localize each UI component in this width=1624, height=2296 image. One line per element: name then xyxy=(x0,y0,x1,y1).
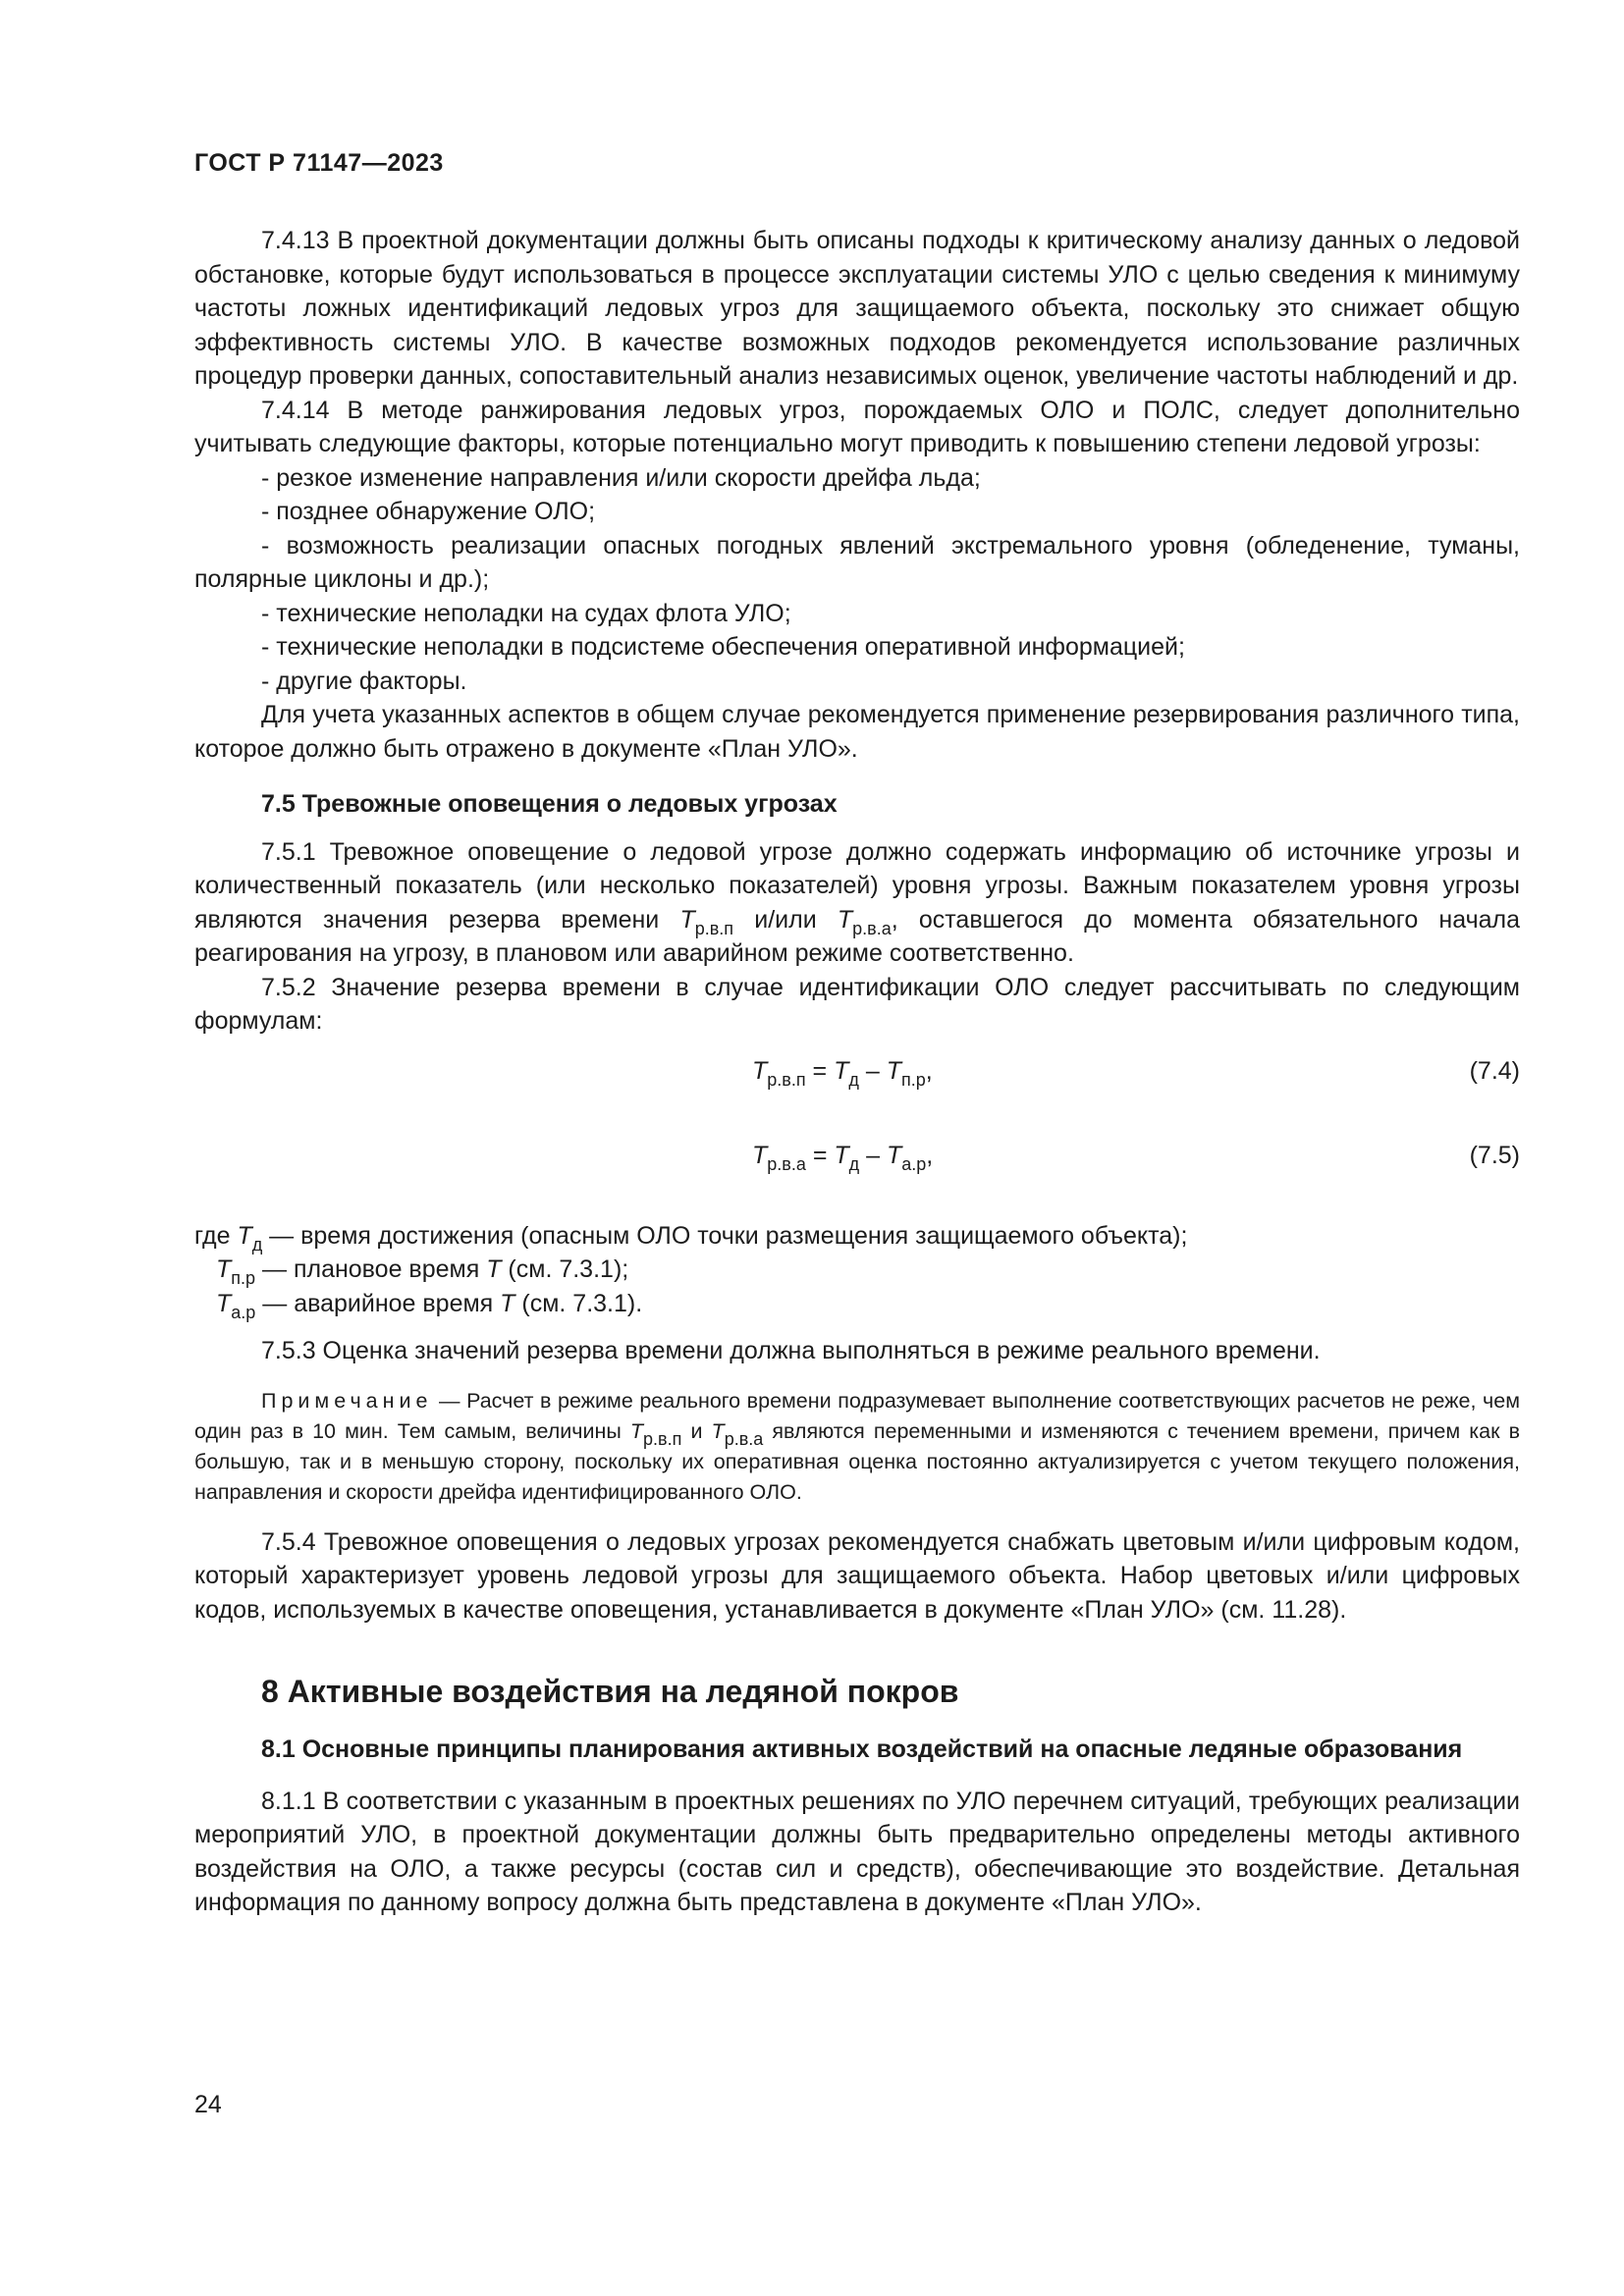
paragraph-7-5-1: 7.5.1 Тревожное оповещение о ледовой угрозе должно содержать информацию об источнике угрозы и количественный показатель (или несколько показателей) уровня угрозы. Важным показателем уровня угрозы являются значения резерва времени $T_{р.в.п}$ и/или $T_{р.в.а}$, оставшегося до момента обязательного начала реагирования на угрозу, в плановом или аварийном режиме соответственно. xyxy=(194,837,1520,967)
legend-row-tpr: $T_{п.р}$ — плановое время T (см. 7.3.1); xyxy=(216,1255,629,1288)
formula-number: (7.5) xyxy=(1469,1141,1520,1169)
paragraph-7-5-2: 7.5.2 Значение резерва времени в случае идентификации ОЛО следует рассчитывать по следующим формулам: xyxy=(194,973,1520,1035)
paragraph-7-4-13: 7.4.13 В проектной документации должны быть описаны подходы к критическому анализу данных о ледовой обстановке, которые будут использоваться в процессе эксплуатации системы УЛО с целью сведения к минимуму частоты ложных идентификаций ледовых угроз для защищаемого объекта, поскольку это снижает общую эффективность системы УЛО. В качестве возможных подходов рекомендуется использование различных процедур проверки данных, сопоставительный анализ независимых оценок, увеличение частоты наблюдений и др. xyxy=(194,227,1520,390)
section-heading-8: 8 Активные воздействия на ледяной покров xyxy=(261,1674,959,1709)
section-heading-8-1: 8.1 Основные принципы планирования активных воздействий на опасные ледяные образования xyxy=(261,1735,1463,1763)
list-item: - технические неполадки на судах флота УЛО; xyxy=(261,599,791,627)
formula-expression: $T_{р.в.а} = T_д - T_{а.р}$, xyxy=(752,1141,934,1174)
list-item: - технические неполадки в подсистеме обеспечения оперативной информацией; xyxy=(261,633,1185,661)
paragraph-8-1-1: 8.1.1 В соответствии с указанным в проектных решениях по УЛО перечнем ситуаций, требующих реализации мероприятий УЛО, в проектной документации должны быть предварительно определены методы активного воздействия на ОЛО, а также ресурсы (состав сил и средств), обеспечивающие это воздействие. Детальная информация по данному вопросу должна быть представлена в документе «План УЛО». xyxy=(194,1787,1520,1916)
paragraph-7-5-4: 7.5.4 Тревожное оповещения о ледовых угрозах рекомендуется снабжать цветовым и/или цифровым кодом, который характеризует уровень ледовой угрозы для защищаемого объекта. Набор цветовых и/или цифровых кодов, используемых в качестве оповещения, устанавливается в документе «План УЛО» (см. 11.28). xyxy=(194,1527,1520,1624)
note-label: Примечание xyxy=(261,1388,433,1413)
paragraph-7-5-3: 7.5.3 Оценка значений резерва времени должна выполняться в режиме реального времени. xyxy=(261,1337,1321,1364)
list-item: - позднее обнаружение ОЛО; xyxy=(261,498,596,525)
page-content xyxy=(194,224,1520,1920)
page-number: 24 xyxy=(194,2091,222,2118)
list-item: - другие факторы. xyxy=(261,667,467,695)
formula-legend xyxy=(194,1219,1520,1321)
legend-row-td: где $T_д$ — время достижения (опасным ОЛО точки размещения защищаемого объекта); xyxy=(194,1221,1188,1255)
paragraph-reserve: Для учета указанных аспектов в общем случае рекомендуется применение резервирования различного типа, которое должно быть отражено в документе «План УЛО». xyxy=(194,701,1520,763)
formula-7-4 xyxy=(194,1039,1520,1123)
formula-expression: $T_{р.в.п} = T_д - T_{п.р}$, xyxy=(752,1056,933,1090)
note: Примечание — Расчет в режиме реального времени подразумевает выполнение соответствующих расчетов не реже, чем один раз в 10 мин. Тем самым, величины $T_{р.в.п}$ и $T_{р.в.а}$ являются переменными и изменяются с течением времени, причем как в большую, так и в меньшую сторону, поскольку их оперативная оценка постоянно актуализируется с учетом текущего положения, направления и скорости дрейфа идентифицированного ОЛО. xyxy=(194,1388,1520,1504)
legend-row-tar: $T_{а.р}$ — аварийное время T (см. 7.3.1). xyxy=(216,1289,643,1322)
formula-number: (7.4) xyxy=(1469,1056,1520,1085)
list-item: - возможность реализации опасных погодных явлений экстремального уровня (обледенение, туманы, полярные циклоны и др.); xyxy=(194,531,1520,593)
section-heading-7-5: 7.5 Тревожные оповещения о ледовых угрозах xyxy=(261,790,838,818)
document-header: ГОСТ Р 71147—2023 xyxy=(194,149,444,177)
list-item: - резкое изменение направления и/или скорости дрейфа льда; xyxy=(261,463,981,492)
paragraph-7-4-14: 7.4.14 В методе ранжирования ледовых угроз, порождаемых ОЛО и ПОЛС, следует дополнительно учитывать следующие факторы, которые потенциально могут приводить к повышению степени ледовой угрозы: xyxy=(194,396,1520,457)
formula-7-5 xyxy=(194,1123,1520,1207)
